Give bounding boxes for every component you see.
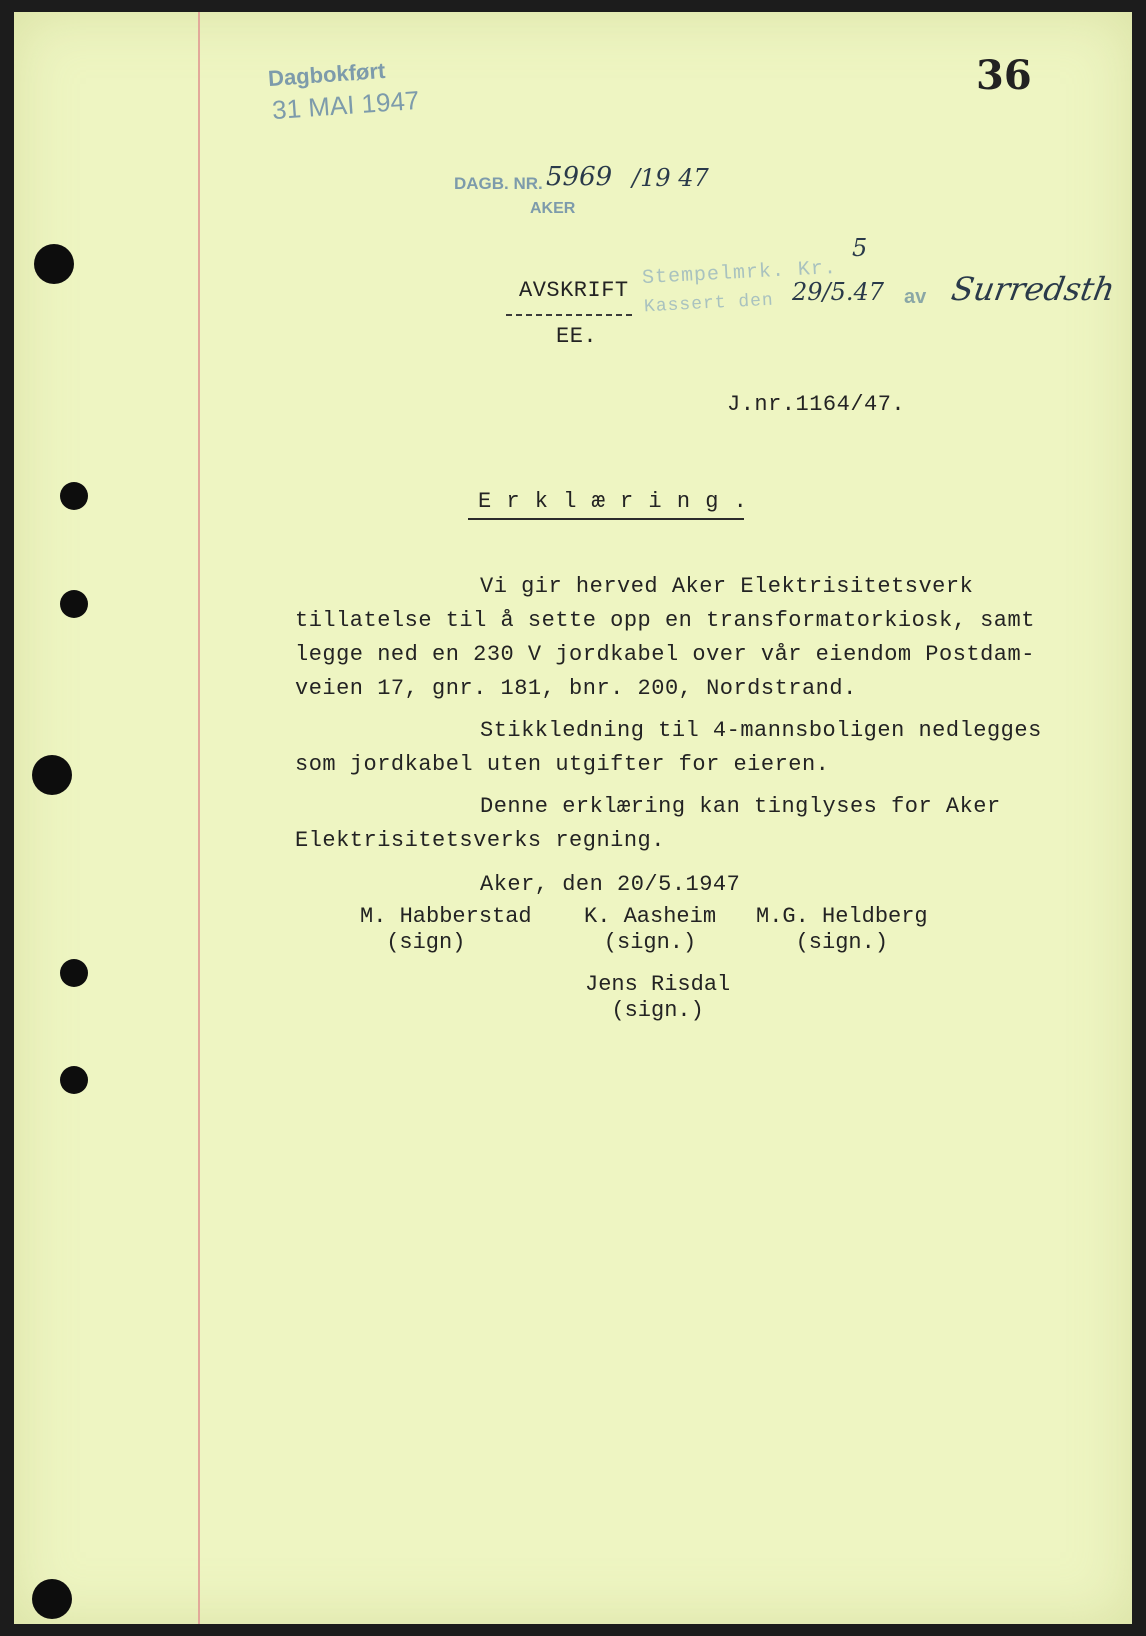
punch-hole-1 bbox=[34, 244, 74, 284]
document-page bbox=[14, 12, 1132, 1624]
signature-block bbox=[584, 904, 716, 956]
document-title: AVSKRIFT bbox=[519, 278, 629, 303]
punch-hole-7 bbox=[32, 1579, 72, 1619]
stempel-av: av bbox=[904, 286, 927, 308]
body-p1-line2: tillatelse til å sette opp en transformatorkiosk, samt bbox=[295, 608, 1035, 633]
body-p2-line2: som jordkabel uten utgifter for eieren. bbox=[295, 752, 830, 777]
margin-line bbox=[198, 12, 200, 1624]
body-p1-line1: Vi gir herved Aker Elektrisitetsverk bbox=[480, 574, 974, 599]
body-p3-line1: Denne erklæring kan tinglyses for Aker bbox=[480, 794, 1001, 819]
declaration-heading: E r k l æ r i n g . bbox=[478, 489, 748, 514]
body-p2-line1: Stikkledning til 4-mannsboligen nedlegges bbox=[480, 718, 1042, 743]
signature-block bbox=[585, 972, 730, 1024]
punch-hole-4 bbox=[32, 755, 72, 795]
dagb-number: 5969 bbox=[546, 162, 613, 192]
place-date: Aker, den 20/5.1947 bbox=[480, 872, 741, 897]
stempel-signature: Surredsth bbox=[948, 270, 1118, 308]
heading-underline bbox=[468, 518, 744, 520]
journal-number: J.nr.1164/47. bbox=[727, 392, 906, 417]
dagb-year: /19 47 bbox=[632, 164, 709, 192]
page-number: 36 bbox=[976, 52, 1032, 99]
received-stamp-line1: Dagbokført bbox=[267, 57, 387, 92]
title-underline bbox=[506, 314, 632, 316]
dagb-stamp-label: DAGB. NR. bbox=[454, 174, 543, 193]
signature-note: (sign.) bbox=[795, 930, 889, 955]
body-p1-line3: legge ned en 230 V jordkabel over vår eiendom Postdam- bbox=[295, 642, 1035, 667]
signature-name: Jens Risdal bbox=[585, 972, 731, 997]
signature-name: M.G. Heldberg bbox=[756, 904, 928, 929]
punch-hole-6 bbox=[60, 1066, 88, 1094]
body-p1-line4: veien 17, gnr. 181, bnr. 200, Nordstrand. bbox=[295, 676, 857, 701]
signature-block bbox=[360, 904, 532, 956]
signature-name: K. Aasheim bbox=[584, 904, 717, 929]
signature-name: M. Habberstad bbox=[360, 904, 532, 929]
punch-hole-2 bbox=[60, 482, 88, 510]
signature-note: (sign.) bbox=[611, 998, 704, 1023]
signature-block bbox=[756, 904, 928, 956]
stempel-line1: Stempelmrk. Kr. bbox=[641, 256, 838, 291]
punch-hole-5 bbox=[60, 959, 88, 987]
stempel-amount: 5 bbox=[852, 234, 868, 262]
dagb-place: AKER bbox=[530, 200, 576, 217]
stempel-line2: Kassert den bbox=[643, 290, 775, 318]
document-initials: EE. bbox=[556, 324, 598, 349]
received-stamp-date: 31 MAI 1947 bbox=[271, 84, 421, 126]
signature-note: (sign) bbox=[386, 930, 466, 955]
punch-hole-3 bbox=[60, 590, 88, 618]
stempel-date: 29/5.47 bbox=[792, 278, 885, 306]
body-p3-line2: Elektrisitetsverks regning. bbox=[295, 828, 665, 853]
signature-note: (sign.) bbox=[603, 930, 697, 955]
